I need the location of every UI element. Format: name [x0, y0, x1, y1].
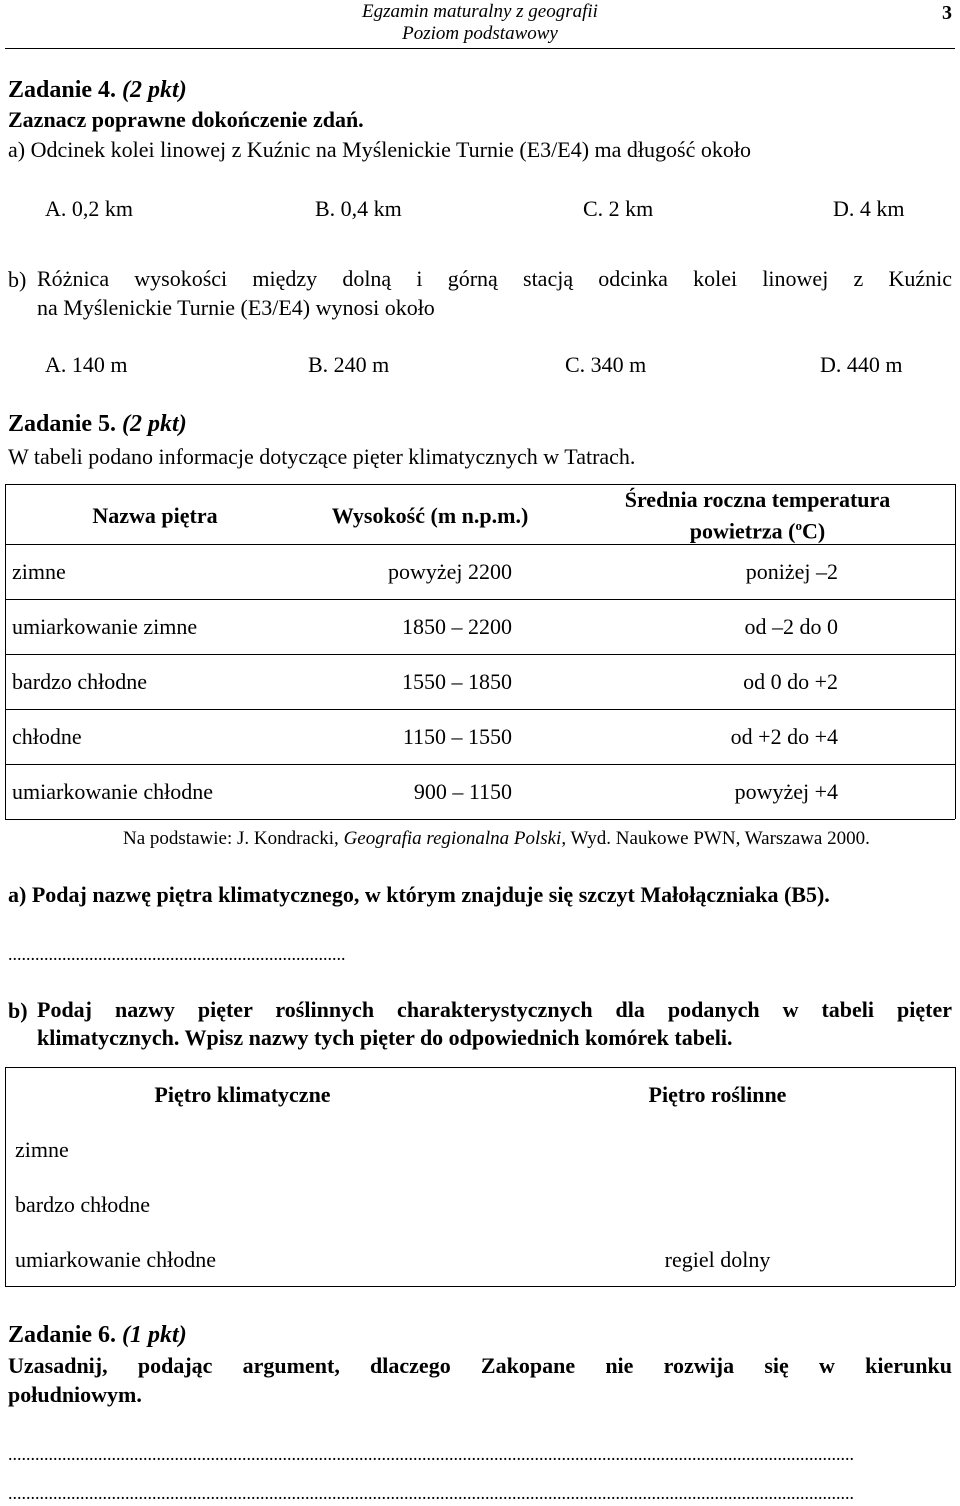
task4a-option-a[interactable]: A. 0,2 km — [45, 196, 133, 221]
table1-header-temperature-line2 — [560, 513, 955, 544]
table2-header-climate: Piętro klimatyczne — [154, 1082, 331, 1107]
task5-intro: W tabeli podano informacje dotyczące pięter klimatycznych w Tatrach. — [8, 444, 636, 469]
task4a-option-d[interactable]: D. 4 km — [833, 196, 905, 221]
table1-border-right — [955, 484, 956, 819]
task4b-question-line2: na Myślenickie Turnie (E3/E4) wynosi około — [37, 295, 435, 320]
table1-row3-name: bardzo chłodne — [12, 669, 147, 694]
table1-row3-altitude: 1550 – 1850 — [402, 669, 512, 694]
task4a-option-b[interactable]: B. 0,4 km — [315, 196, 402, 221]
task4b-label: b) — [8, 267, 27, 292]
table1-border-row4 — [5, 764, 955, 765]
task4-instruction: Zaznacz poprawne dokończenie zdań. — [8, 107, 364, 132]
page-number: 3 — [942, 2, 952, 24]
table1-row4-altitude: 1150 – 1550 — [402, 724, 512, 749]
task4a-option-c[interactable]: C. 2 km — [583, 196, 654, 221]
table1-border-top — [5, 484, 955, 485]
source-title: Geografia regionalna Polski — [343, 828, 562, 849]
table1-border-row3 — [5, 709, 955, 710]
task4a-question: a) Odcinek kolei linowej z Kuźnic na Myślenickie Turnie (E3/E4) ma długość około — [8, 137, 751, 162]
table1-border-bottom — [5, 819, 955, 820]
header-exam-level: Poziom podstawowy — [402, 23, 558, 44]
table1-source — [123, 829, 870, 850]
task6-title: Zadanie 6. — [8, 1322, 117, 1348]
table1-row1-name: zimne — [12, 559, 66, 584]
table1-border-row2 — [5, 654, 955, 655]
table1-header-temperature — [560, 487, 955, 544]
table1-row1-altitude: powyżej 2200 — [387, 559, 512, 584]
table1-row5-altitude: 900 – 1150 — [413, 779, 512, 804]
temp-unit-suffix: C) — [801, 518, 826, 544]
table2-row3-vegetation: regiel dolny — [664, 1247, 771, 1272]
task6-points: (1 pkt) — [122, 1322, 187, 1348]
task4-heading — [8, 77, 187, 103]
task5-points: (2 pkt) — [122, 411, 187, 437]
table2-row2-climate: bardzo chłodne — [15, 1192, 150, 1217]
task6-answer-line-1[interactable]: ............................................................................................................................................................................................ — [8, 1444, 854, 1464]
task5-heading — [8, 411, 187, 437]
task5a-answer-line[interactable]: ........................................................................... — [8, 944, 346, 964]
table1-row5-temp: powyżej +4 — [734, 779, 838, 804]
task5b-label: b) — [8, 998, 28, 1023]
source-suffix: , Wyd. Naukowe PWN, Warszawa 2000. — [561, 828, 870, 849]
task5-title: Zadanie 5. — [8, 411, 117, 437]
task5b-question-line1: Podaj nazwy pięter roślinnych charakterystycznych dla podanych w tabeli pięter — [37, 997, 952, 1022]
task4-points: (2 pkt) — [122, 77, 187, 103]
header-rule — [5, 48, 955, 49]
table1-row1-temp: poniżej –2 — [745, 559, 838, 584]
task6-heading — [8, 1322, 187, 1348]
table1-border-left — [5, 484, 6, 819]
task6-question-line2: południowym. — [8, 1382, 142, 1407]
task5b-question-line2: klimatycznych. Wpisz nazwy tych pięter do odpowiednich komórek tabeli. — [37, 1025, 733, 1050]
task4b-question-line1: Różnica wysokości między dolną i górną stacją odcinka kolei linowej z Kuźnic — [37, 266, 952, 291]
table2-border-top — [5, 1067, 955, 1068]
table2-header-vegetation: Piętro roślinne — [648, 1082, 787, 1107]
task6-answer-line-2[interactable]: ............................................................................................................................................................................................ — [8, 1483, 854, 1503]
temp-unit-prefix: powietrza ( — [689, 518, 796, 544]
source-prefix: Na podstawie: J. Kondracki, — [123, 828, 344, 849]
task4b-option-c[interactable]: C. 340 m — [565, 352, 647, 377]
task4-title: Zadanie 4. — [8, 77, 117, 103]
table1-row2-name: umiarkowanie zimne — [12, 614, 198, 639]
table1-row4-temp: od +2 do +4 — [730, 724, 838, 749]
table1-row5-name: umiarkowanie chłodne — [12, 779, 213, 804]
table1-row2-altitude: 1850 – 2200 — [402, 614, 512, 639]
table1-border-row1 — [5, 599, 955, 600]
task4b-option-b[interactable]: B. 240 m — [308, 352, 390, 377]
table2-row3-climate: umiarkowanie chłodne — [15, 1247, 216, 1272]
table1-header-altitude: Wysokość (m n.p.m.) — [331, 503, 529, 528]
table1-header-name: Nazwa piętra — [92, 503, 218, 528]
task6-question-line1: Uzasadnij, podając argument, dlaczego Zakopane nie rozwija się w kierunku — [8, 1353, 952, 1378]
table2-row1-climate: zimne — [15, 1137, 69, 1162]
table1-row3-temp: od 0 do +2 — [743, 669, 838, 694]
degree-sign: o — [795, 518, 802, 533]
header-exam-title: Egzamin maturalny z geografii — [362, 1, 598, 22]
table2-border-bottom — [5, 1286, 955, 1287]
table1-row2-temp: od –2 do 0 — [744, 614, 838, 639]
task4b-option-a[interactable]: A. 140 m — [45, 352, 128, 377]
table1-row4-name: chłodne — [12, 724, 82, 749]
task5a-question: a) Podaj nazwę piętra klimatycznego, w którym znajduje się szczyt Małołączniaka (B5). — [8, 882, 830, 907]
task4b-option-d[interactable]: D. 440 m — [820, 352, 903, 377]
table1-header-temperature-line1: Średnia roczna temperatura — [624, 487, 891, 512]
table2-border-right — [955, 1067, 956, 1286]
